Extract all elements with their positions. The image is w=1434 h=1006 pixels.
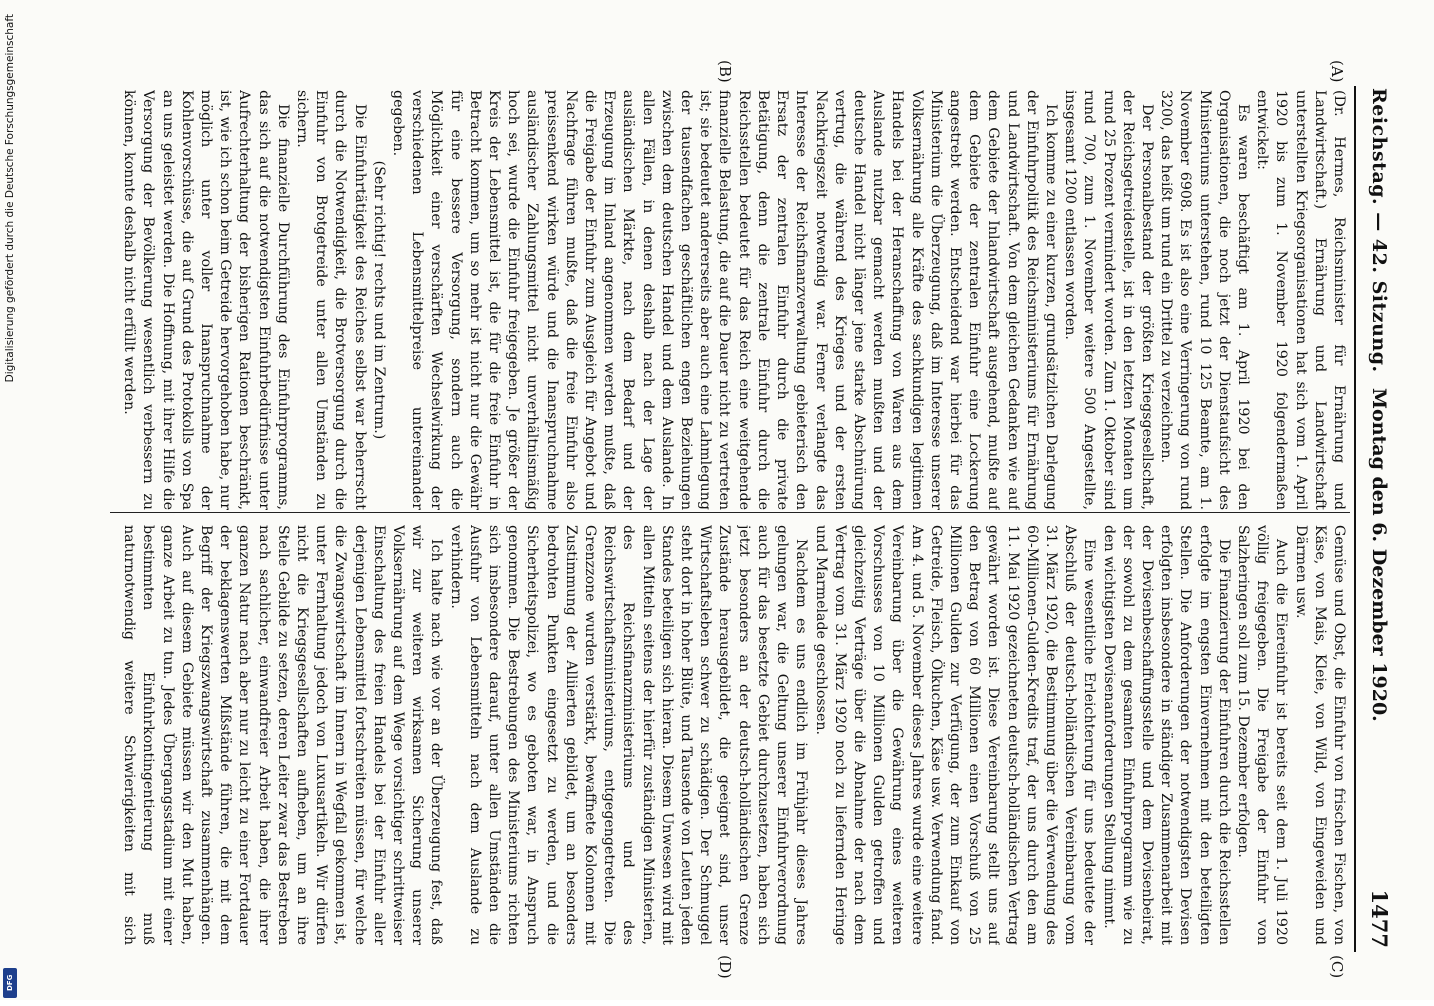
interjection: (Sehr richtig! rechts und im Zentrum.) <box>370 160 387 440</box>
paragraph: Auch die Eiereinfuhr ist bereits seit dem 1. Juli 1920 völlig freigegeben. Die Freigabe der Einfuhr von Salzheringen soll zum 15. Dezember erfolgen. <box>1234 525 1290 945</box>
margin-mark-c: (C) <box>1328 955 1346 979</box>
paragraph <box>118 90 119 510</box>
left-column <box>118 90 1348 510</box>
paragraph: Gemüse und Obst, die Einfuhr von frischen Fischen, von Käse, von Mais, Kleie, von Wild, von Eingeweiden und Därmen usw. <box>1292 525 1347 945</box>
right-column <box>118 525 1348 945</box>
paragraph: Ich komme zu einer kurzen, grundsätzlichen Darlegung der Einfuhrpolitik des Reichsministeriums für Ernährung und Landwirtschaft. Von dem gleichen Gedanken wie auf dem Gebiete der Inlandwirtschaft ausgehend, mußte auf dem Gebiete der zentralen Einfuhr eine Lockerung angestrebt werden. Entscheidend war hierbei für das Ministerium die Überzeugung, daß im Interesse unserer Volksernährung alle Kräfte des sachkundigen legitimen Handels bei der Heranschaffung von Waren aus dem Auslande nutzbar gemacht werden mußten und der deutsche Handel nicht länger jene starke Abschnürung vertrug, die während des Krieges und der ersten Nachkriegszeit notwendig war. Ferner verlangte das Interesse der Reichsfinanzverwaltung gebieterisch den Ersatz der zentralen Einfuhr durch die private Betätigung, denn die zentrale Einfuhr durch die Reichsstellen bedeutet für das Reich eine weitgehende finanzielle Belastung, die auf die Dauer nicht zu vertreten ist; sie bedeutet andererseits aber auch eine Lahmlegung der tausendfachen geschäftlichen engen Beziehungen zwischen dem deutschen Handel und dem Auslande. In allen Fällen, in denen deshalb nach der Lage der ausländischen Märkte, nach dem Bedarf und der Erzeugung im Inland angenommen werden mußte, daß die Freigabe der Einfuhr zum Ausgleich für Angebot und Nachfrage führen mußte, daß die freie Einfuhr also preissenkend wirken würde und die Inanspruchnahme ausländischer Zahlungsmittel nicht unverhältnismäßig hoch sei, wurde die Einfuhr freigegeben. Je größer der Kreis der Lebensmittel ist, die für die freie Einfuhr in Betracht kommen, um so mehr ist nicht nur die Gewähr für eine bessere Versorgung, sondern auch die Möglichkeit einer verschärften Wechselwirkung der verschiedenen Lebensmittelpreise untereinander gegeben. <box>390 90 1059 510</box>
paragraph: (Dr. Hermes, Reichsminister für Ernährung und Landwirtschaft.) Ernährung und Landwirtschaft unterstellten Kriegsorganisationen hat sich vom 1. April 1920 bis zum 1. November 1920 folgendermaßen entwickelt: <box>1254 90 1347 510</box>
column-divider <box>110 512 1350 513</box>
margin-mark-d: (D) <box>716 955 734 979</box>
page-number: 1477 <box>1367 889 1392 948</box>
paragraph: Nachdem es uns endlich im Frühjahr dieses Jahres gelungen war, die Geltung unserer Einfuhrverordnung auch für das besetzte Gebiet durchzusetzen, haben sich jetzt besonders an der deutsch-holländischen Grenze Zustände herausgebildet, die geeignet sind, unser Wirtschaftsleben schwer zu schädigen. Der Schmuggel steht dort in hoher Blüte, und Tausende von Leuten jeden Standes beteiligen sich hieran. Diesem Unwesen wird mit allen Mitteln seitens der hierfür zuständigen Ministerien, des Reichsfinanzministeriums und des Reichswirtschaftsministeriums, entgegengetreten. Die Grenzzone wurden verstärkt, bewaffnete Kolonnen mit Zustimmung der Alliierten gebildet, um an besonders bedrohten Punkten eingesetzt zu werden, und die Sicherheitspolizei, wo es geboten war, in Anspruch genommen. Die Bestrebungen des Ministeriums richten sich insbesondere darauf, unter allen Umständen die Ausfuhr von Lebensmitteln nach dem Auslande zu verhindern. <box>447 525 810 945</box>
dfg-logo-icon: DFG <box>3 968 17 998</box>
digitization-credit <box>0 6 20 1006</box>
header-rule <box>1354 86 1356 952</box>
margin-mark-b: (B) <box>716 60 734 83</box>
margin-mark-a: (A) <box>1328 60 1346 83</box>
page-header <box>1360 88 1394 948</box>
paragraph: Ich halte nach wie vor an der Überzeugung fest, daß wir zur weiteren wirksamen Sicherung unserer Volksernährung auf dem Wege vorsichtiger schrittweiser Einschaltung des freien Handels bei der Einfuhr aller derjenigen Lebensmittel fortschreiten müssen, für welche die Zwangswirtschaft im Innern in Wegfall gekommen ist, unter Fernhaltung jedoch von Luxusartikeln. Wir dürfen nicht die Kriegsgesellschaften aufheben, um an ihre Stelle Gebilde zu setzen, deren Leiter zwar das Bestreben nach sachlicher, einwandfreier Arbeit haben, die ihrer ganzen Natur nach aber nur zu leicht zu einer Fortdauer der beklagenswerten Mißstände führen, die mit dem Begriff der Kriegszwangswirtschaft zusammenhängen. Auch auf diesem Gebiete müssen wir den Mut haben, ganze Arbeit zu tun. Jedes Übergangsstadium mit einer bestimmten Einfuhrkontingentierung muß naturnotwendig weitere Schwierigkeiten mit sich <box>121 525 445 945</box>
paragraph: Eine wesentliche Erleichterung für uns bedeutete der Abschluß der deutsch-holländischen Vereinbarung vom 31. März 1920, die Bestimmung über die Verwendung des 60-Millionen-Gulden-Kredits traf, der uns durch den am 11. Mai 1920 gezeichneten deutsch-holländischen Vertrag gewährt worden ist. Diese Vereinbarung stellt uns auf den Betrag von 60 Millionen einen Vorschuß von 25 Millionen Gulden zur Verfügung, der zum Einkauf von Getreide, Fleisch, Ölkuchen, Käse usw. Verwendung fand. Am 4. und 5. November dieses Jahres wurde eine weitere Vereinbarung über die Gewährung eines weiteren Vorschusses von 10 Millionen Gulden getroffen und gleichzeitig Verträge über die Abnahme der nach dem Vertrag vom 31. März 1920 noch zu liefernden Heringe und Marmelade geschlossen. <box>812 525 1098 945</box>
paragraph: Der Personalbestand der größten Kriegsgesellschaft, der Reichsgetreidestelle, ist in den letzten Monaten um rund 25 Prozent vermindert worden. Zum 1. Oktober sind rund 700, zum 1. November weitere 500 Angestellte, insgesamt 1200 entlassen worden. <box>1062 90 1155 510</box>
credit-text: Digitalisierung gefördert durch die Deutsche Forschungsgemeinschaft <box>4 14 16 383</box>
paragraph: Es waren beschäftigt am 1. April 1920 bei den Organisationen, die noch jetzt der Dienstaufsicht des Ministeriums unterstehen, rund 10 125 Beamte, am 1. November 6908. Es ist also eine Verringerung von rund 3200, das heißt um rund ein Drittel zu verzeichnen. <box>1158 90 1251 510</box>
header-date: Montag den 6. Dezember 1920. <box>1368 388 1390 722</box>
paragraph: Die Einfuhrtätigkeit des Reiches selbst war beherrscht durch die Notwendigkeit, die Brotversorgung durch die Einfuhr von Brotgetreide unter allen Umständen zu sichern. <box>294 90 368 510</box>
paragraph: Die finanzielle Durchführung des Einfuhrprogramms, das sich auf die notwendigsten Einfuhrbedürfnisse unter Aufrechterhaltung der bisherigen Rationen beschränkt, ist, wie ich schon beim Getreide hervorgehoben habe, nur möglich unter voller Inanspruchnahme der Kohlenvorschüsse, die auf Grund des Protokolls von Spa an uns geleistet werden. Die Hoffnung, mit ihrer Hilfe die Versorgung der Bevölkerung wesentlich verbessern zu können, konnte deshalb nicht erfüllt werden. <box>121 90 291 510</box>
header-title: Reichstag. — 42. Sitzung. <box>1368 88 1390 373</box>
paragraph: Die Finanzierung der Einfuhren durch die Reichsstellen erfolgte im engsten Einvernehmen mit den beteiligten Stellen. Die Anforderungen der notwendigsten Devisen erfolgten insbesondere in ständiger Zusammenarbeit mit der Devisenbeschaffungsstelle und dem Devisenbeirat, der sowohl zu dem gesamten Einfuhrprogramm wie zu den wichtigsten Devisenanforderungen Stellung nimmt. <box>1100 525 1232 945</box>
